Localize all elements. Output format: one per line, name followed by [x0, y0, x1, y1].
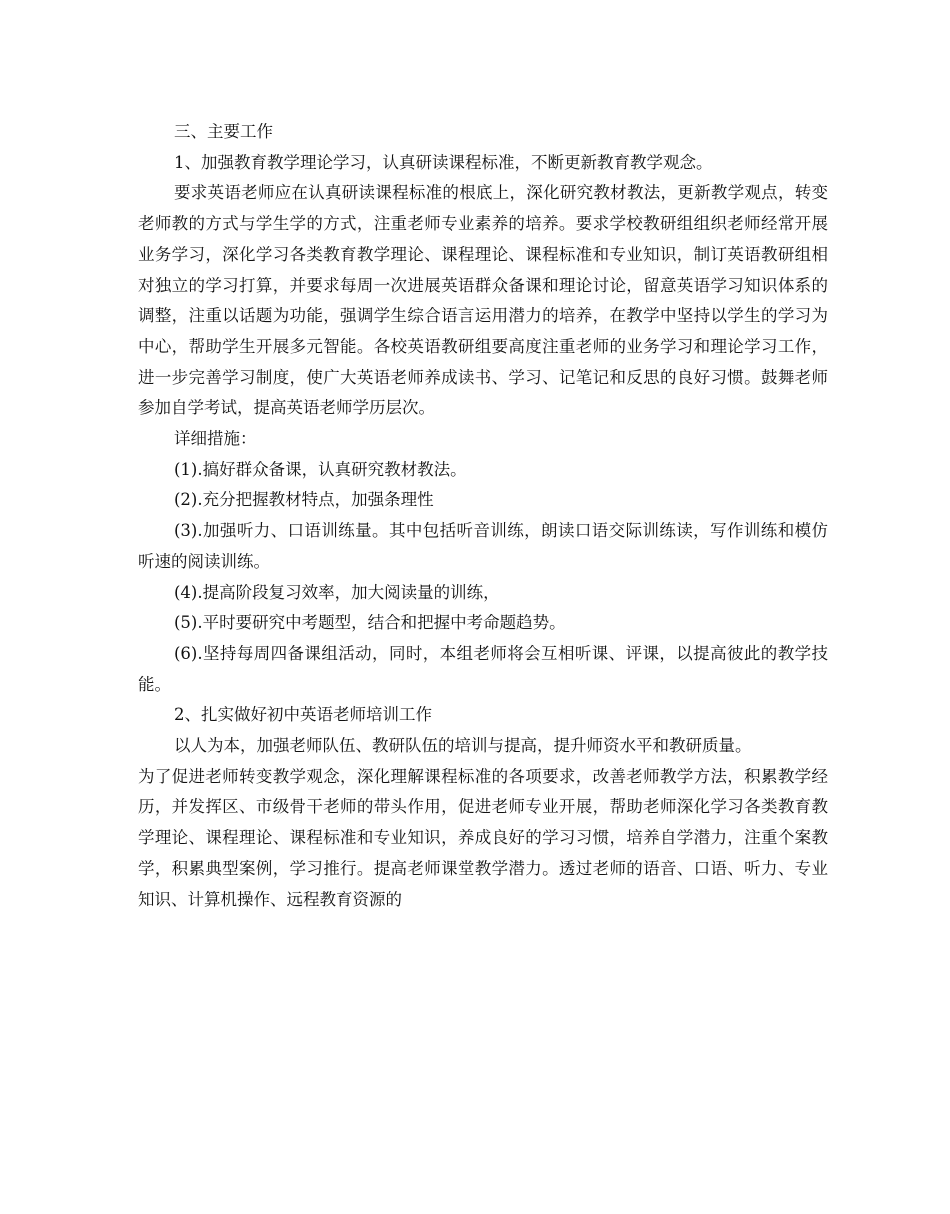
- item2-heading: 2、扎实做好初中英语老师培训工作: [174, 705, 432, 725]
- measure-item: (6).坚持每周四备课组活动，同时，本组老师将会互相听课、评课，以提高彼此的教学技能。: [138, 643, 828, 694]
- measure-item: (5).平时要研究中考题型，结合和把握中考命题趋势。: [174, 613, 566, 633]
- document-page: [138, 117, 828, 915]
- item2-body-first-line: 以人为本，加强老师队伍、教研队伍的培训与提高，提升师资水平和教研质量。: [174, 736, 752, 756]
- section-heading: 三、主要工作: [174, 122, 273, 141]
- measures-label: 详细措施：: [174, 429, 257, 449]
- measure-item: (1).搞好群众备课，认真研究教材教法。: [174, 459, 467, 479]
- measure-item: (2).充分把握教材特点，加强条理性: [174, 490, 434, 510]
- item1-body: 要求英语老师应在认真研读课程标准的根底上，深化研究教材教法，更新教学观点，转变老师教的方式与学生学的方式，注重老师专业素养的培养。要求学校教研组组织老师经常开展业务学习，深化学习各类教育教学理论、课程理论、课程标准和专业知识，制订英语教研组相对独立的学习打算，并要求每周一次进展英语群众备课和理论讨论，留意英语学习知识体系的调整，注重以话题为功能，强调学生综合语言运用潜力的培养，在教学中坚持以学生的学习为中心，帮助学生开展多元智能。各校英语教研组要高度注重老师的业务学习和理论学习工作，进一步完善学习制度，使广大英语老师养成读书、学习、记笔记和反思的良好习惯。鼓舞老师参加自学考试，提高英语老师学历层次。: [138, 183, 828, 418]
- item1-heading: 1、加强教育教学理论学习，认真研读课程标准，不断更新教育教学观念。: [174, 152, 713, 172]
- measure-item: (4).提高阶段复习效率，加大阅读量的训练，: [174, 582, 500, 602]
- item2-body: 为了促进老师转变教学观念，深化理解课程标准的各项要求，改善老师教学方法，积累教学经历，并发挥区、市级骨干老师的带头作用，促进老师专业开展，帮助老师深化学习各类教育教学理论、课程理论、课程标准和专业知识，养成良好的学习习惯，培养自学潜力，注重个案教学，积累典型案例，学习推行。提高老师课堂教学潜力。透过老师的语音、口语、听力、专业知识、计算机操作、远程教育资源的: [138, 766, 828, 909]
- measure-item: (3).加强听力、口语训练量。其中包括听音训练，朗读口语交际训练读，写作训练和模仿听速的阅读训练。: [138, 521, 828, 571]
